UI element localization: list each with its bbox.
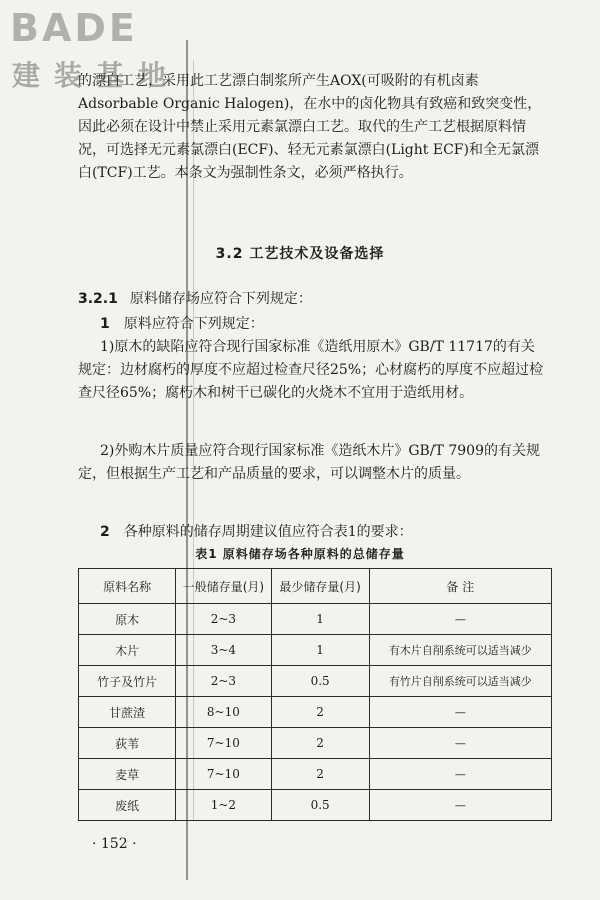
header-remarks: 备 注 [369,569,551,604]
table-row [79,697,552,728]
storage-table [78,568,552,821]
table-row [79,635,552,666]
header-material: 原料名称 [79,569,176,604]
item-2 [100,521,413,541]
watermark-subtitle: 建装基地 [12,59,181,92]
cell-remark: — [369,790,551,821]
cell-remark: 有竹片自削系统可以适当减少 [369,666,551,697]
cell-material: 废纸 [79,790,176,821]
cell-remark: — [369,604,551,635]
cell-material: 原木 [79,604,176,635]
cell-material: 竹子及竹片 [79,666,176,697]
cell-material: 麦草 [79,759,176,790]
cell-material: 甘蔗渣 [79,697,176,728]
cell-remark: — [369,728,551,759]
table-header-row [79,569,552,604]
cell-material: 荻苇 [79,728,176,759]
item-1 [100,313,264,333]
header-general-storage: 一般储存量(月) [176,569,271,604]
section-title: 3.2 工艺技术及设备选择 [215,246,385,262]
cell-general: 7~10 [176,759,271,790]
table-row [79,728,552,759]
table-caption: 表1 原料储存场各种原料的总储存量 [195,547,405,561]
cell-min: 0.5 [271,666,369,697]
paragraph-log-defects: 1)原木的缺陷应符合现行国家标准《造纸用原木》GB/T 11717的有关规定：边材腐朽的厚度不应超过检查尺径25%；心材腐朽的厚度不应超过检查尺径65%；腐朽木和树干已碳化的火烧木不宜用于造纸用材。 [78,339,544,401]
cell-general: 3~4 [176,635,271,666]
item-2-text: 各种原料的储存周期建议值应符合表1的要求： [123,524,413,540]
cell-min: 2 [271,759,369,790]
cell-general: 2~3 [176,666,271,697]
cell-general: 1~2 [176,790,271,821]
clause-3-2-1 [78,288,548,308]
table-row [79,790,552,821]
cell-min: 1 [271,604,369,635]
table-row [79,666,552,697]
table-row [79,759,552,790]
item-1-number: 1 [100,316,110,332]
cell-min: 2 [271,697,369,728]
item-2-number: 2 [100,524,110,540]
page-number: · 152 · [92,836,137,852]
cell-general: 7~10 [176,728,271,759]
cell-min: 2 [271,728,369,759]
cell-general: 8~10 [176,697,271,728]
cell-min: 1 [271,635,369,666]
cell-remark: — [369,697,551,728]
cell-remark: 有木片自削系统可以适当减少 [369,635,551,666]
clause-number: 3.2.1 [78,291,118,307]
cell-remark: — [369,759,551,790]
header-min-storage: 最少储存量(月) [271,569,369,604]
paragraph-wood-chips: 2)外购木片质量应符合现行国家标准《造纸木片》GB/T 7909的有关规定，但根据生产工艺和产品质量的要求，可以调整木片的质量。 [78,443,540,482]
cell-min: 0.5 [271,790,369,821]
clause-text: 原料储存场应符合下列规定： [129,291,312,307]
paragraph-bleaching: 的漂白工艺，采用此工艺漂白制浆所产生AOX(可吸附的有机卤素 Adsorbable Organic Halogen)，在水中的卤化物具有致癌和致突变性，因此必须在设计中禁止采用元素氯漂白工艺。取代的生产工艺根据原料情况，可选择无元素氯漂白(ECF)、轻无元素氯漂白(Light ECF)和全无氯漂白(TCF)工艺。本条文为强制性条文，必须严格执行。 [78,73,542,181]
table-row [79,604,552,635]
watermark-logo: BADE [10,6,138,50]
cell-material: 木片 [79,635,176,666]
item-1-text: 原料应符合下列规定： [123,316,264,332]
cell-general: 2~3 [176,604,271,635]
